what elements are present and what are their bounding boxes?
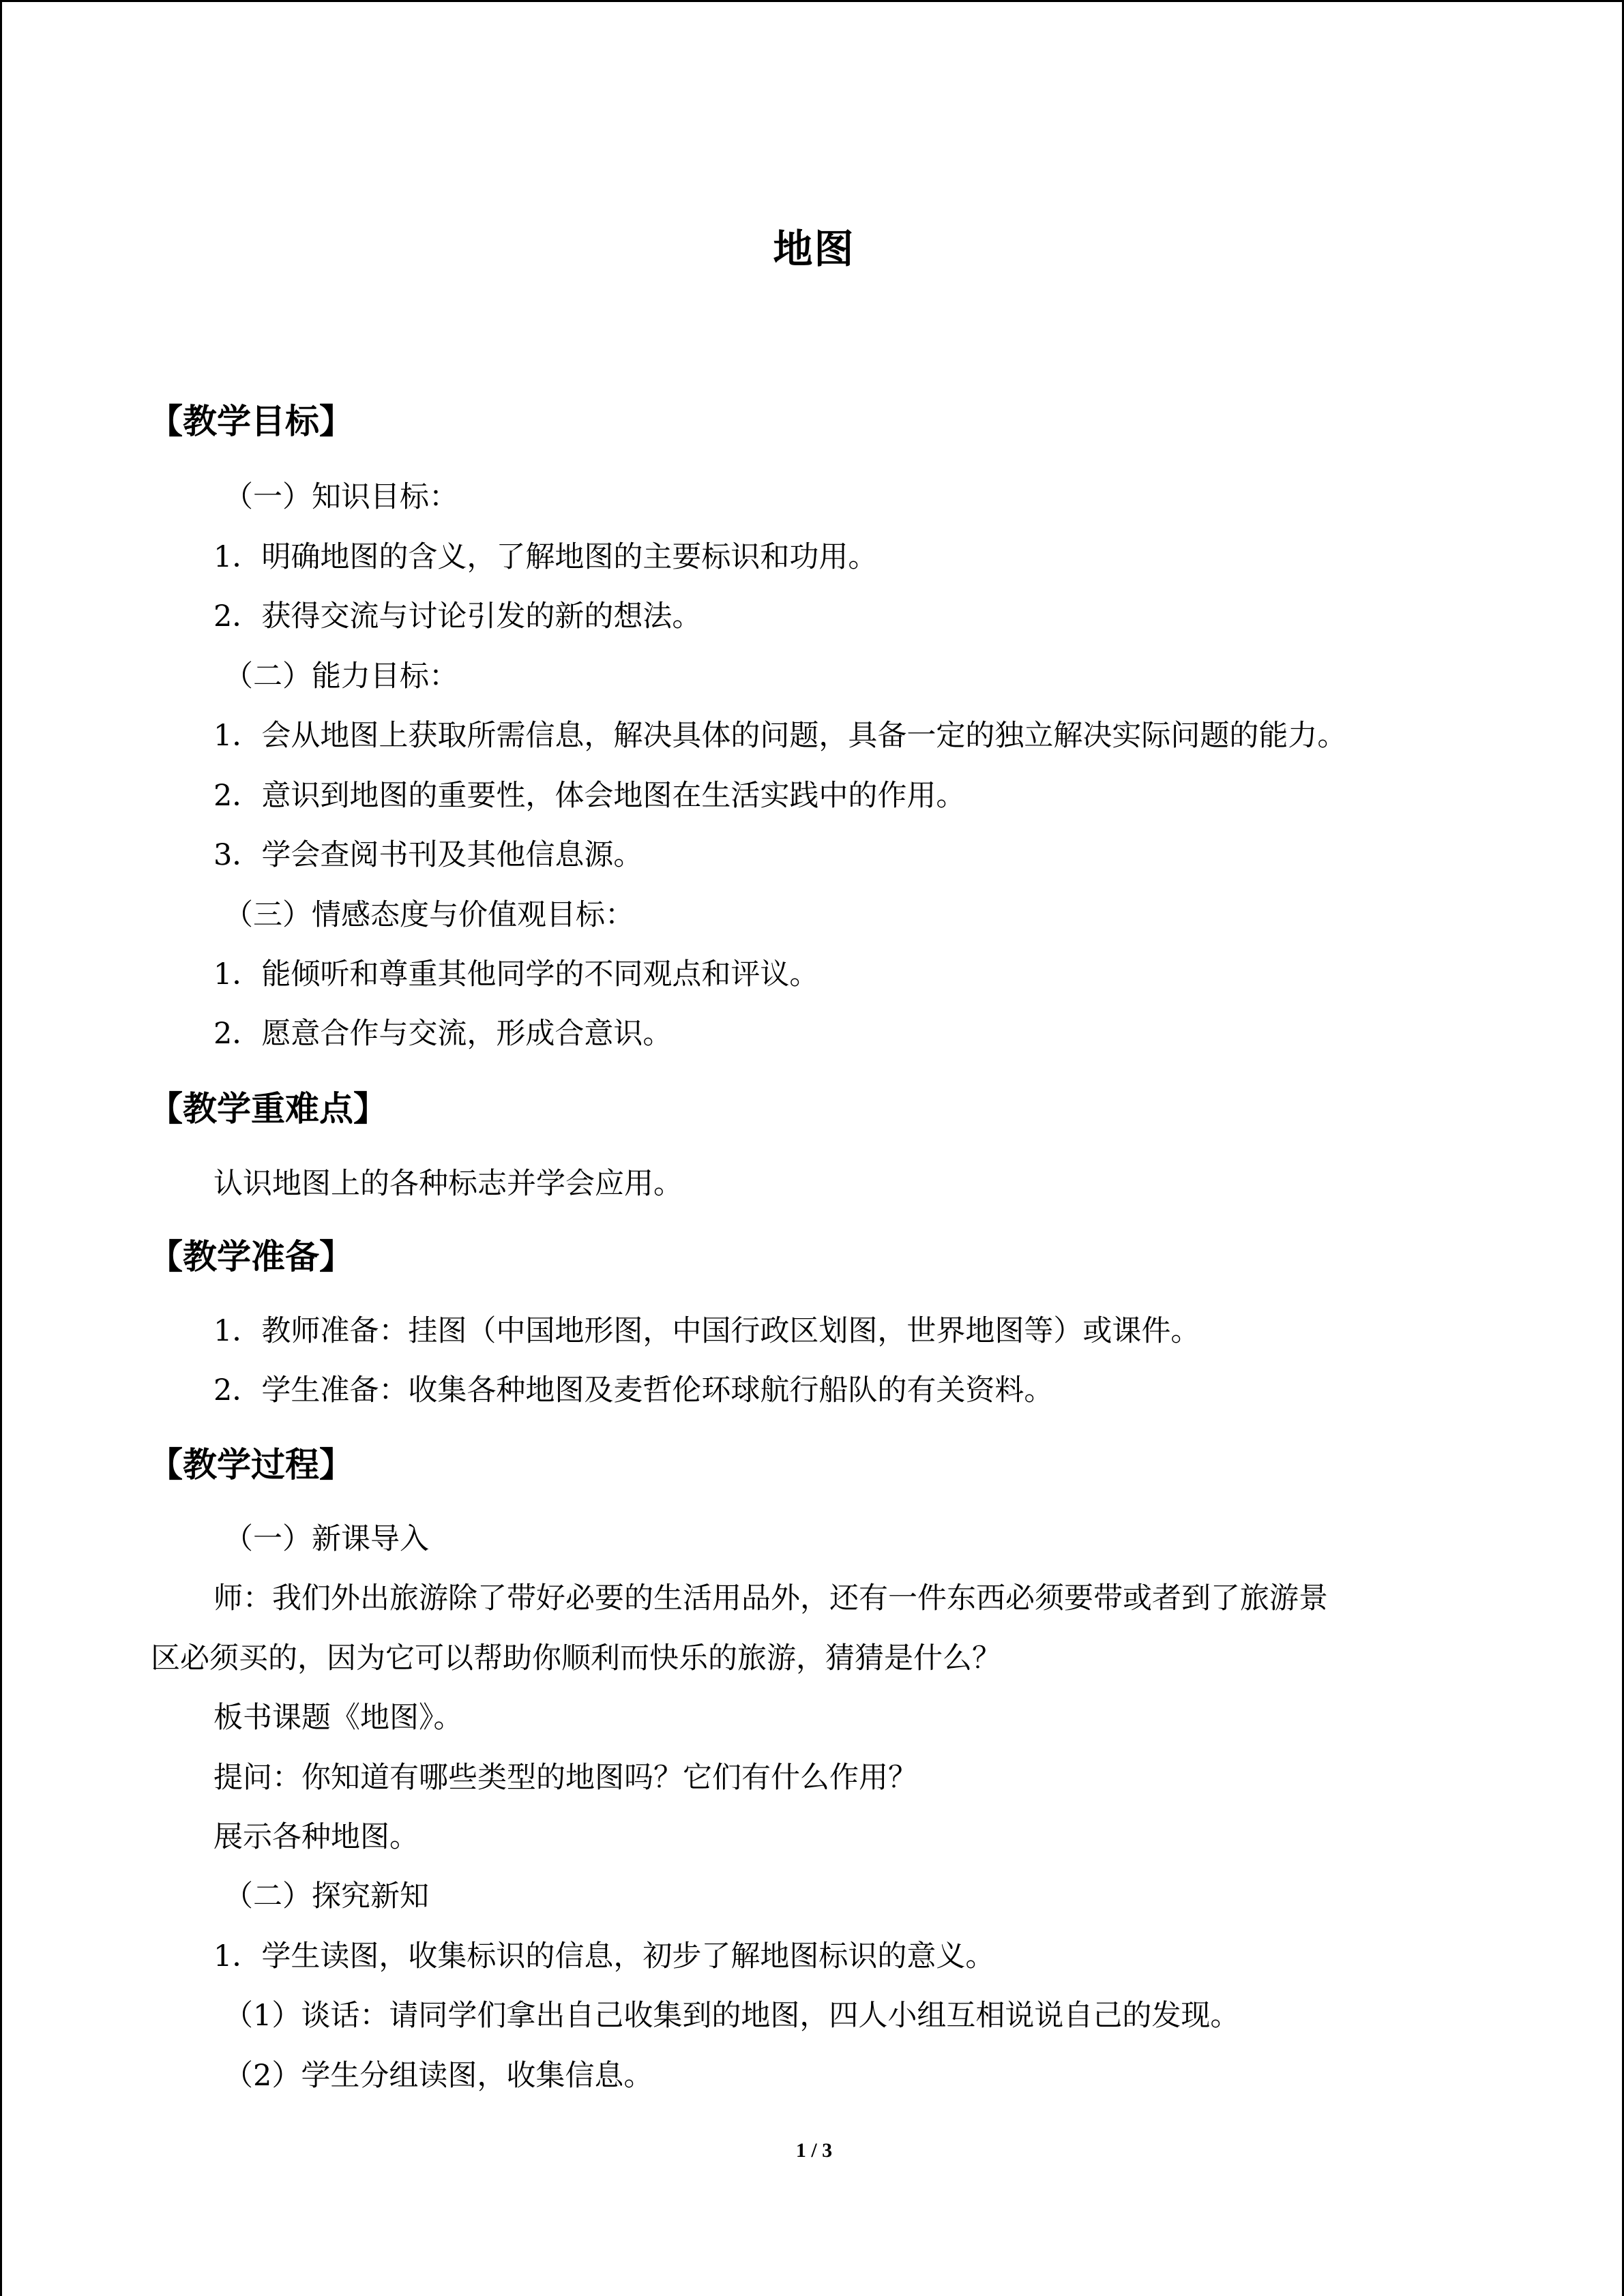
emotion-goal-item-1: 1．能倾听和尊重其他同学的不同观点和评议。 — [213, 957, 819, 992]
step-1-text: 1．学生读图，收集标识的信息，初步了解地图标识的意义。 — [213, 1939, 995, 1973]
heading-key-points: 【教学重难点】 — [149, 1089, 387, 1129]
board-title-text: 板书课题《地图》。 — [213, 1701, 463, 1735]
document-title: 地图 — [773, 226, 855, 272]
ability-goal-item-1: 1．会从地图上获取所需信息，解决具体的问题，具备一定的独立解决实际问题的能力。 — [213, 719, 1347, 753]
heading-teaching-goals: 【教学目标】 — [149, 402, 353, 441]
preparation-item-1: 1．教师准备：挂图（中国地形图，中国行政区划图，世界地图等）或课件。 — [213, 1314, 1200, 1348]
heading-preparation: 【教学准备】 — [149, 1237, 353, 1277]
ability-goal-label: （二）能力目标： — [224, 659, 458, 694]
preparation-item-2: 2．学生准备：收集各种地图及麦哲伦环球航行船队的有关资料。 — [213, 1373, 1054, 1407]
show-maps-text: 展示各种地图。 — [213, 1820, 419, 1854]
step-1-sub-1: （1）谈话：请同学们拿出自己收集到的地图，四人小组互相说说自己的发现。 — [224, 1999, 1240, 2033]
intro-label: （一）新课导入 — [224, 1522, 429, 1556]
knowledge-goal-label: （一）知识目标： — [224, 480, 458, 514]
knowledge-goal-item-1: 1．明确地图的含义，了解地图的主要标识和功用。 — [213, 540, 878, 574]
emotion-goal-label: （三）情感态度与价值观目标： — [224, 898, 634, 932]
teacher-remark-line-1: 师：我们外出旅游除了带好必要的生活用品外，还有一件东西必须要带或者到了旅游景 — [213, 1581, 1328, 1615]
ability-goal-item-3: 3．学会查阅书刊及其他信息源。 — [213, 838, 643, 872]
page-number: 1 / 3 — [795, 2139, 833, 2162]
step-1-sub-2: （2）学生分组读图，收集信息。 — [224, 2059, 653, 2093]
knowledge-goal-item-2: 2．获得交流与讨论引发的新的想法。 — [213, 599, 702, 633]
emotion-goal-item-2: 2．愿意合作与交流，形成合意识。 — [213, 1017, 673, 1051]
teacher-remark-line-2: 区必须买的，因为它可以帮助你顺利而快乐的旅游，猜猜是什么？ — [151, 1641, 1001, 1675]
ability-goal-item-2: 2．意识到地图的重要性，体会地图在生活实践中的作用。 — [213, 779, 966, 813]
explore-label: （二）探究新知 — [224, 1879, 429, 1913]
key-points-text: 认识地图上的各种标志并学会应用。 — [213, 1167, 683, 1201]
heading-teaching-process: 【教学过程】 — [149, 1445, 353, 1485]
question-text: 提问：你知道有哪些类型的地图吗？它们有什么作用？ — [213, 1761, 917, 1795]
